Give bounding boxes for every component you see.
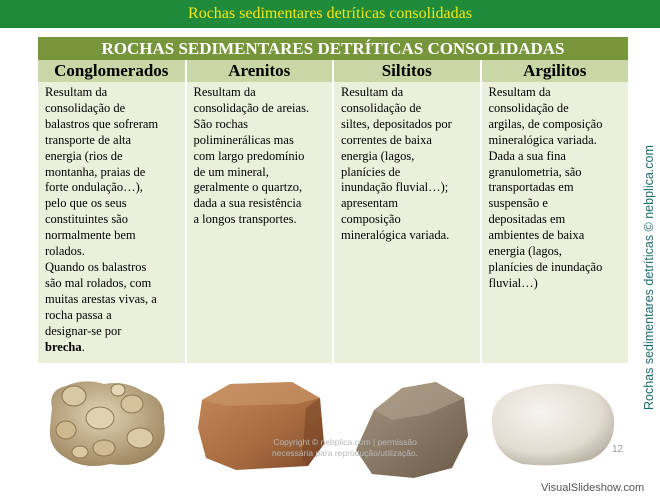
text-line: rocha passa a	[45, 307, 112, 322]
text-line: consolidação de	[341, 100, 422, 115]
text-line: ambientes de baixa	[488, 228, 585, 243]
cell-argilitos	[481, 82, 629, 363]
text-line: correntes de baixa	[341, 132, 432, 147]
col-header-siltitos: Siltitos	[333, 60, 481, 82]
text-line-emphasis	[45, 340, 181, 356]
text-line: Quando os balastros	[45, 259, 147, 274]
text-line: energia (rios de	[45, 148, 123, 163]
siltstone-rock-image	[352, 380, 472, 480]
text-line: energia (lagos,	[341, 148, 415, 163]
watermark: VisualSlideshow.com	[541, 482, 645, 494]
text-line: balastros que sofreram	[45, 116, 159, 131]
text-line: argilas, de composição	[488, 116, 603, 131]
text-line: normalmente bem	[45, 228, 136, 243]
cell-conglomerados	[38, 82, 186, 363]
text-line: apresentam	[341, 196, 398, 211]
claystone-rock-image	[486, 378, 618, 468]
text-line: Resultam da	[488, 85, 551, 99]
col-header-argilitos: Argilitos	[481, 60, 629, 82]
rock-table	[38, 37, 628, 363]
text-line: consolidação de areias.	[193, 100, 310, 115]
text-line: pelo que os seus	[45, 196, 127, 211]
text-line: designar-se por	[45, 323, 122, 338]
text-line: fluvial…)	[488, 275, 538, 290]
text-line: consolidação de	[45, 100, 126, 115]
page-number: 12	[612, 444, 624, 455]
text-line: mineralógica variada.	[341, 228, 450, 243]
text-line: Resultam da	[341, 85, 404, 99]
text-line: depositadas em	[488, 212, 566, 227]
text-line: inundação fluvial…);	[341, 180, 449, 195]
text-line: composição	[341, 212, 401, 227]
text-line: forte ondulação…),	[45, 180, 143, 195]
text-line: são mal rolados, com	[45, 275, 152, 290]
copyright-note	[250, 437, 440, 459]
emphasis-suffix: .	[81, 339, 85, 354]
text-line: montanha, praias de	[45, 164, 146, 179]
text-line: constituintes são	[45, 212, 128, 227]
table-banner: ROCHAS SEDIMENTARES DETRÍTICAS CONSOLIDADAS	[38, 37, 628, 60]
text-line: com largo predomínio	[193, 148, 305, 163]
text-line: Resultam da	[45, 85, 108, 99]
text-line: planícies de inundação	[488, 259, 603, 274]
text-line: energia (lagos,	[488, 244, 562, 259]
text-line: geralmente o quartzo,	[193, 180, 303, 195]
text-line: Dada a sua fina	[488, 148, 566, 163]
text-line: muitas arestas vivas, a	[45, 291, 157, 306]
text-line: dada a sua resistência	[193, 196, 302, 211]
text-line: consolidação de	[488, 100, 569, 115]
col-header-conglomerados: Conglomerados	[38, 60, 186, 82]
text-line: de um mineral,	[193, 164, 269, 179]
text-line: transportadas em	[488, 180, 574, 195]
conglomerate-rock-image	[44, 378, 172, 470]
text-line: Resultam da	[193, 85, 256, 99]
cell-arenitos	[186, 82, 334, 363]
text-line: transporte de alta	[45, 132, 132, 147]
cell-siltitos	[333, 82, 481, 363]
rock-table-grid	[38, 37, 628, 363]
text-line: siltes, depositados por	[341, 116, 452, 131]
text-line: granulometria, são	[488, 164, 582, 179]
text-line: rolados.	[45, 244, 85, 259]
col-header-arenitos: Arenitos	[186, 60, 334, 82]
side-credit: Rochas sedimentares detríticas © nebplica.com	[642, 145, 656, 410]
copyright-line-2: necessária para reprodução/utilização.	[271, 448, 418, 458]
text-line: suspensão e	[488, 196, 548, 211]
copyright-line-1: Copyright © nebplica.com | permissão	[273, 437, 417, 447]
slide-title: Rochas sedimentares detríticas consolidadas	[188, 5, 472, 22]
text-line: mineralógica variada.	[488, 132, 597, 147]
text-line: planícies de	[341, 164, 401, 179]
slide-title-bar	[0, 0, 660, 28]
text-line: a longos transportes.	[193, 212, 297, 227]
text-line: São rochas	[193, 116, 248, 131]
text-line: poliminerálicas mas	[193, 132, 294, 147]
brecha-term: brecha	[45, 339, 82, 354]
